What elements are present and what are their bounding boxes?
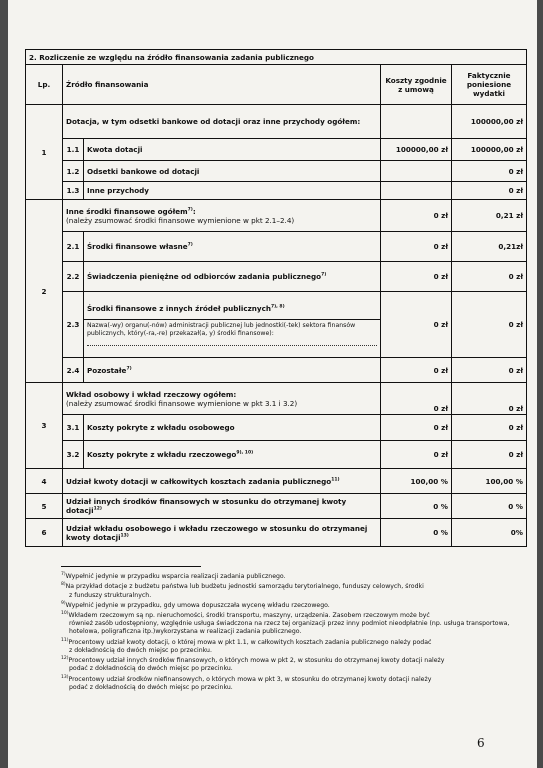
footnote-number: 12) <box>61 656 69 662</box>
footnote <box>61 571 521 581</box>
footnote-continuation: z funduszy strukturalnych. <box>69 591 152 599</box>
actual-cost: 0 zł <box>452 383 527 415</box>
footnote-ref: 7) <box>187 242 193 248</box>
footnote-number: 9) <box>61 600 66 606</box>
planned-cost <box>381 161 452 182</box>
row-label-text: Świadczenia pieniężne od odbiorców zadania publicznego <box>87 272 322 281</box>
footnote-continuation: z dokładnością do dwóch miejsc po przecinku. <box>69 646 212 654</box>
sub-number: 2.4 <box>63 358 84 383</box>
sub-number: 1.2 <box>63 161 84 182</box>
actual-cost: 100000,00 zł <box>452 139 527 161</box>
footnote-number: 13) <box>61 674 69 680</box>
footnote <box>61 581 521 599</box>
footnote-ref: 7) <box>187 207 193 213</box>
row-label <box>63 383 381 415</box>
sub-number: 2.2 <box>63 262 84 292</box>
header-source: Źródło finansowania <box>63 65 381 105</box>
row-label <box>63 494 381 519</box>
footnote <box>61 655 521 673</box>
planned-cost: 0 zł <box>381 292 452 358</box>
planned-cost: 0 zł <box>381 383 452 415</box>
footnote-ref: 7) <box>321 272 327 278</box>
row-number: 6 <box>26 519 63 547</box>
footnote <box>61 600 521 610</box>
footnote-text: Wypełnić jedynie w przypadku wsparcia realizacji zadania publicznego. <box>65 573 286 581</box>
footnote-number: 10) <box>61 611 69 616</box>
footnote <box>61 674 521 692</box>
row-number: 5 <box>26 494 63 519</box>
actual-cost: 0,21 zł <box>452 200 527 232</box>
financing-table <box>25 49 527 547</box>
row-label <box>63 469 381 494</box>
row-note: (należy zsumować środki finansowe wymienione w pkt 2.1–2.4) <box>66 215 295 225</box>
actual-share: 100,00 % <box>452 469 527 494</box>
header-lp: Lp. <box>26 65 63 105</box>
row-note: (należy zsumować środki finansowe wymienione w pkt 3.1 i 3.2) <box>66 398 298 408</box>
row-label <box>63 519 381 547</box>
row-label-colon: : <box>192 206 196 216</box>
actual-cost: 0 zł <box>452 441 527 469</box>
actual-cost: 100000,00 zł <box>452 105 527 139</box>
row-label: Koszty pokryte z wkładu osobowego <box>84 415 381 441</box>
planned-cost: 0 zł <box>381 232 452 262</box>
row-label: Kwota dotacji <box>84 139 381 161</box>
footnote-number: 8) <box>61 582 66 588</box>
row-number: 4 <box>26 469 63 494</box>
planned-share: 0 % <box>381 519 452 547</box>
row-number: 3 <box>26 383 63 469</box>
row-label-text: Koszty pokryte z wkładu rzeczowego <box>87 450 237 459</box>
row-label: Odsetki bankowe od dotacji <box>84 161 381 182</box>
planned-cost: 0 zł <box>381 200 452 232</box>
footnote <box>61 610 521 637</box>
footnote-ref: 13) <box>120 533 129 539</box>
actual-cost: 0 zł <box>452 262 527 292</box>
planned-cost <box>381 182 452 200</box>
actual-share: 0 % <box>452 494 527 519</box>
footnote-number: 11) <box>61 637 69 643</box>
planned-cost: 0 zł <box>381 415 452 441</box>
sub-number: 3.2 <box>63 441 84 469</box>
actual-cost: 0 zł <box>452 415 527 441</box>
row-label-text: Udział wkładu osobowego i wkładu rzeczowego w stosunku do otrzymanej kwoty dotacji <box>66 523 368 542</box>
footnote-ref: 12) <box>93 506 102 512</box>
document-page <box>8 0 537 768</box>
row-number: 1 <box>26 105 63 200</box>
planned-cost <box>381 105 452 139</box>
row-label-text: Środki finansowe z innych źródeł publicznych <box>87 304 271 313</box>
row-label <box>84 441 381 469</box>
planned-cost: 0 zł <box>381 441 452 469</box>
planned-cost: 0 zł <box>381 262 452 292</box>
footnote-continuation: również zasób udostępniony, względnie usługa świadczona na rzecz tej organizacji przez inny podmiot nieodpłatnie (np. usługa transportowa, hotelowa, poligraficzna itp.)wykorzystana w realizacji zadania publicznego. <box>69 620 510 636</box>
footnote-ref: 7), 8) <box>270 304 285 310</box>
row-label-text: Udział innych środków finansowych w stosunku do otrzymanej kwoty dotacji <box>66 497 347 515</box>
actual-share: 0% <box>452 519 527 547</box>
actual-cost: 0,21zł <box>452 232 527 262</box>
row-label <box>63 200 381 232</box>
header-planned: Koszty zgodnie z umową <box>381 65 452 105</box>
row-label-text: Inne środki finansowe ogółem <box>66 206 188 216</box>
sub-number: 1.1 <box>63 139 84 161</box>
actual-cost: 0 zł <box>452 292 527 358</box>
row-label <box>84 262 381 292</box>
footnotes <box>61 571 521 692</box>
footnote-ref: 7) <box>126 366 132 372</box>
row-label: Dotacja, w tym odsetki bankowe od dotacji oraz inne przychody ogółem: <box>63 105 381 139</box>
page-number: 6 <box>477 736 485 750</box>
row-label-text: Pozostałe <box>87 365 127 375</box>
footnote-continuation: podać z dokładnością do dwóch miejsc po przecinku. <box>69 683 233 691</box>
planned-cost: 0 zł <box>381 358 452 383</box>
planned-share: 0 % <box>381 494 452 519</box>
planned-cost: 100000,00 zł <box>381 139 452 161</box>
footnote-text: Wkładem rzeczowym są np. nieruchomości, środki transportu, maszyny, urządzenia. Zasobem rzeczowym może być <box>68 612 430 620</box>
footnote-text: Na przykład dotacje z budżetu państwa lub budżetu jednostki samorządu terytorialnego, funduszy celowych, środki <box>65 583 424 591</box>
sub-number: 2.1 <box>63 232 84 262</box>
footnote <box>61 637 521 655</box>
row-label-text: Udział kwoty dotacji w całkowitych kosztach zadania publicznego <box>66 476 332 486</box>
fill-in-line <box>87 339 377 346</box>
sub-number: 1.3 <box>63 182 84 200</box>
footnote-continuation: podać z dokładnością do dwóch miejsc po przecinku. <box>69 665 233 673</box>
footnote-text: Wypełnić jedynie w przypadku, gdy umowa dopuszczała wycenę wkładu rzeczowego. <box>65 601 330 609</box>
footnote-ref: 9), 10) <box>236 450 254 456</box>
header-actual: Faktycznie poniesione wydatki <box>452 65 527 105</box>
row-label: Inne przychody <box>84 182 381 200</box>
actual-cost: 0 zł <box>452 182 527 200</box>
row-label <box>84 292 381 358</box>
planned-share: 100,00 % <box>381 469 452 494</box>
actual-cost: 0 zł <box>452 358 527 383</box>
row-label <box>84 232 381 262</box>
section-title: 2. Rozliczenie ze względu na źródło finansowania zadania publicznego <box>26 50 527 65</box>
footnote-text: Procentowy udział środków niefinansowych, o których mowa w pkt 3, w stosunku do otrzymanej kwoty dotacji należy <box>68 675 432 683</box>
footnote-text: Procentowy udział kwoty dotacji, o której mowa w pkt 1.1, w całkowitych kosztach zadania publicznego należy podać <box>68 638 432 646</box>
actual-cost: 0 zł <box>452 161 527 182</box>
row-number: 2 <box>26 200 63 383</box>
row-label <box>84 358 381 383</box>
row-label-text: Środki finansowe własne <box>87 242 188 251</box>
sub-number: 3.1 <box>63 415 84 441</box>
footnote-ref: 11) <box>331 477 340 483</box>
sub-number: 2.3 <box>63 292 84 358</box>
footnote-separator <box>61 566 201 567</box>
public-source-detail: Nazwa(-wy) organu(-nów) administracji publicznej lub jednostki(-tek) sektora finansów publicznych, który(-ra,-re) przekazał(a, y) środki finansowe): <box>87 322 356 337</box>
footnote-text: Procentowy udział innych środków finansowych, o których mowa w pkt 2, w stosunku do otrzymanej kwoty dotacji należy <box>68 657 445 665</box>
row-label-text: Wkład osobowy i wkład rzeczowy ogółem: <box>66 389 237 399</box>
footnote-number: 7) <box>61 572 66 577</box>
